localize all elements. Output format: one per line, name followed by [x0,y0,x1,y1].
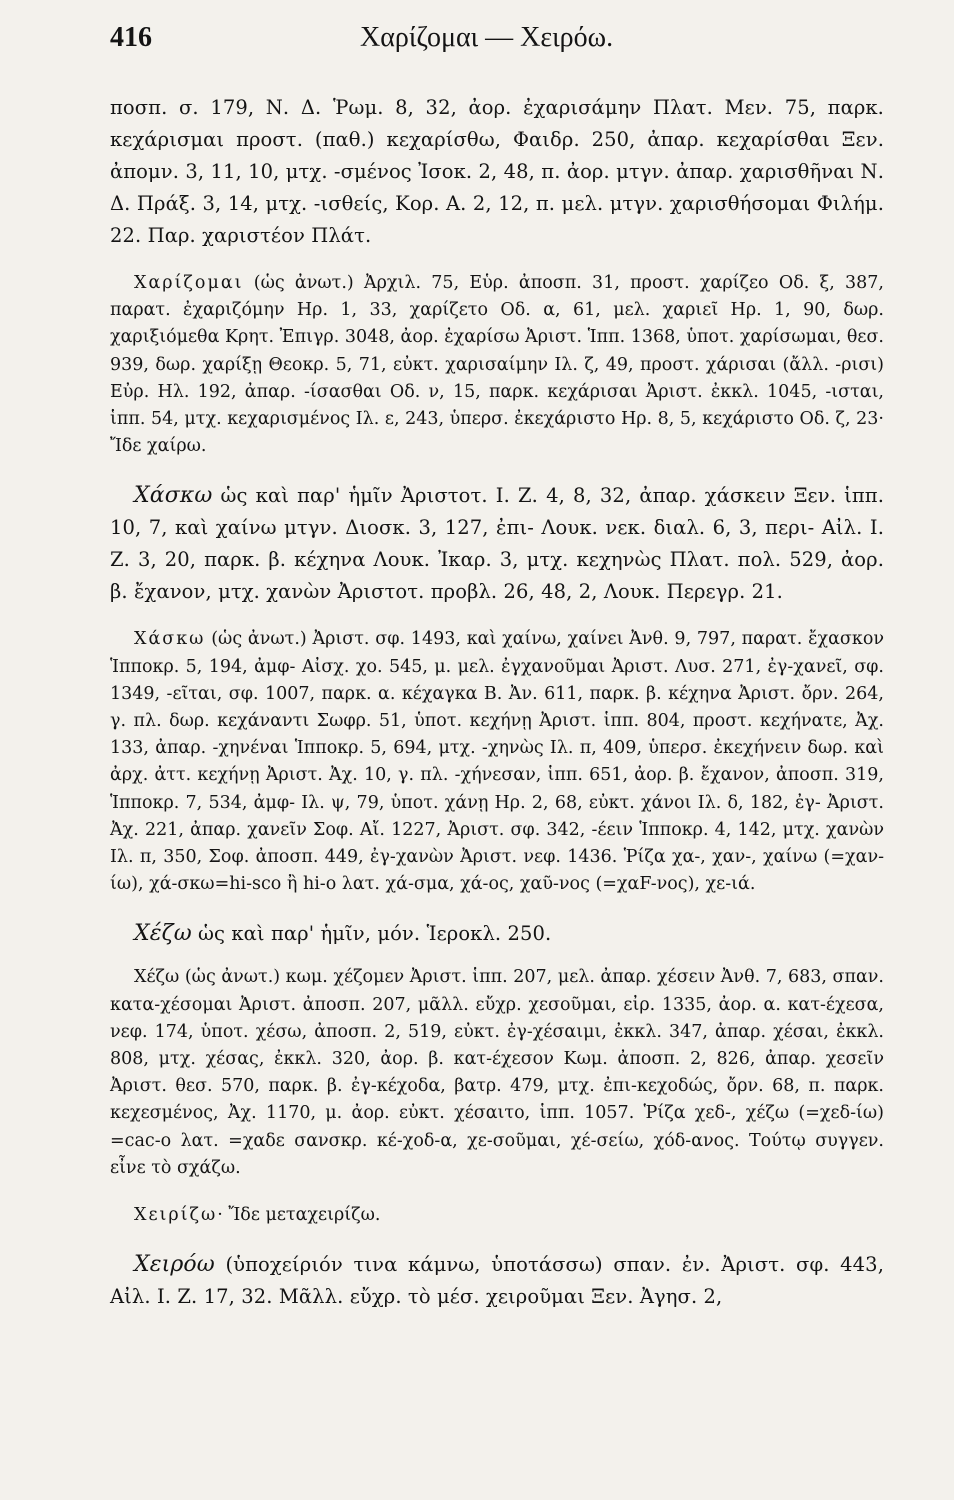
entry-text: ὡς καὶ παρ' ἡμῖν Ἀριστοτ. Ι. Ζ. 4, 8, 32, ἀπαρ. χάσκειν Ξεν. ἱππ. 10, 7, καὶ χαίνω μτγν. Διοσκ. 3, 127, ἐπι- Λουκ. νεκ. διαλ. 6, 3, περι- Αἰλ. Ι. Ζ. 3, 20, παρκ. β. κέχηνα Λουκ. Ἰκαρ. 3, μτχ. κεχηνὼς Πλατ. πολ. 529, ἀορ. β. ἔχανον, μτχ. χανὼν Ἀριστοτ. προβλ. 26, 48, 2, Λουκ. Περεγρ. 21. [110,484,884,604]
entry-text: · Ἴδε μεταχειρίζω. [217,1205,381,1226]
entry-lemma: Χάσκω [134,629,206,650]
entries-body [110,92,884,1313]
page-header [110,22,884,70]
entry-ancient-chezo [110,964,884,1182]
entry-ancient-chasko [110,626,884,898]
entry-text: (ὡς ἀνωτ.) Ἀριστ. σφ. 1493, καὶ χαίνω, χαίνει Ἀνθ. 9, 797, παρατ. ἔχασκον Ἱπποκρ. 5, 194, ἀμφ- Αἰσχ. χο. 545, μ. μελ. ἐγχανοῦμαι Ἀριστ. Λυσ. 271, ἐγ-χανεῖ, σφ. 1349, -εῖται, σφ. 1007, παρκ. α. κέχαγκα Β. Ἀν. 611, παρκ. β. κέχηνα Ἀριστ. ὄρν. 264, γ. πλ. δωρ. κεχάναντι Σωφρ. 51, ὑποτ. κεχήνῃ Ἀριστ. ἱππ. 804, προστ. κεχήνατε, Ἀχ. 133, ἀπαρ. -χηνέναι Ἱπποκρ. 5, 694, μτχ. -χηνὼς Ιλ. π, 409, ὑπερσ. ἐκεχήνειν δωρ. καὶ ἀρχ. ἀττ. κεχήνῃ Ἀριστ. Ἀχ. 10, γ. πλ. -χήνεσαν, ἱππ. 651, ἀορ. β. ἔχανον, ἀποσπ. 319, Ἱπποκρ. 7, 534, ἀμφ- Ιλ. ψ, 79, ὑποτ. χάνῃ Ηρ. 2, 68, εὐκτ. χάνοι Ιλ. δ, 182, ἐγ- Ἀριστ. Ἀχ. 221, ἀπαρ. χανεῖν Σοφ. Αἴ. 1227, Ἀριστ. σφ. 342, -έειν Ἱπποκρ. 4, 142, μτχ. χανὼν Ιλ. π, 350, Σοφ. ἀποσπ. 449, ἐγ-χανὼν Ἀριστ. νεφ. 1436. Ῥίζα χα-, χαν-, χαίνω (=χαν-ίω), χά-σκω=hi-sco ἢ hi-o λατ. χά-σμα, χά-ος, χαῦ-νος (=χαF-νος), χε-ιά. [110,629,884,895]
entry-lemma: Χάσκω [134,483,213,509]
entry-lemma: Χειρόω [134,1252,215,1278]
entry-lemma: Χέζω [134,921,192,947]
page-number: 416 [110,22,152,53]
entry-lemma: Χειρίζω [134,1205,218,1226]
entry-text: ὡς καὶ παρ' ἡμῖν, μόν. Ἱεροκλ. 250. [191,922,552,946]
entry-text: (ὡς ἀνωτ.) Ἀρχιλ. 75, Εὑρ. ἀποσπ. 31, προστ. χαρίζεο Οδ. ξ, 387, παρατ. ἐχαριζόμην Ηρ. 1, 33, χαρίζετο Οδ. α, 61, μελ. χαριεῖ Ηρ. 1, 90, δωρ. χαριξιόμεθα Κρητ. Ἐπιγρ. 3048, ἀορ. ἐχαρίσω Ἀριστ. Ἱππ. 1368, ὑποτ. χαρίσωμαι, θεσ. 939, δωρ. χαρίξῃ Θεοκρ. 5, 71, εὐκτ. χαρισαίμην Ιλ. ζ, 49, προστ. χάρισαι (ἄλλ. -ρισι) Εὐρ. Ηλ. 192, ἀπαρ. -ίσασθαι Οδ. ν, 15, παρκ. κεχάρισαι Ἀριστ. ἐκκλ. 1045, -ισται, ἱππ. 54, μτχ. κεχαρισμένος Ιλ. ε, 243, ὑπερσ. ἐκεχάριστο Ηρ. 8, 5, κεχάριστο Οδ. ζ, 23· Ἴδε χαίρω. [110,273,884,457]
entry-text: (ὡς ἀνωτ.) κωμ. χέζομεν Ἀριστ. ἱππ. 207, μελ. ἀπαρ. χέσειν Ἀνθ. 7, 683, σπαν. κατα-χέσομαι Ἀριστ. ἀποσπ. 207, μᾶλλ. εὔχρ. χεσοῦμαι, εἰρ. 1335, ἀορ. α. κατ-έχεσα, νεφ. 174, ὑποτ. χέσω, ἀποσπ. 2, 519, εὐκτ. ἐγ-χέσαιμι, ἐκκλ. 347, ἀπαρ. χέσαι, ἐκκλ. 808, μτχ. χέσας, ἐκκλ. 320, ἀορ. β. κατ-έχεσον Κωμ. ἀποσπ. 2, 826, ἀπαρ. χεσεῖν Ἀριστ. θεσ. 570, παρκ. β. ἐγ-κέχοδα, βατρ. 479, μτχ. ἐπι-κεχοδώς, ὄρν. 68, π. παρκ. κεχεσμένος, Ἀχ. 1170, μ. ἀορ. εὐκτ. χέσαιτο, ἱππ. 1057. Ῥίζα χεδ-, χέζω (=χεδ-ίω) =cac-o λατ. =χαδε σανσκρ. κέ-χοδ-α, χε-σοῦμαι, χέ-σείω, χόδ-ανος. Τούτῳ συγγεν. εἶνε τὸ σχάζω. [110,967,884,1178]
entry-continuation [110,92,884,252]
entry-lemma: Χαρίζομαι [134,273,244,293]
entry-modern-cheiroo [110,1249,884,1313]
entry-ancient-charizomai [110,270,884,460]
entry-modern-chasko [110,480,884,608]
running-head: Χαρίζομαι — Χειρόω. [360,22,614,53]
entry-lemma: Χέζω [134,967,180,988]
entry-cheirizo [110,1202,884,1229]
entry-text: ποσπ. σ. 179, Ν. Δ. Ῥωμ. 8, 32, ἀορ. ἐχαρισάμην Πλατ. Μεν. 75, παρκ. κεχάρισμαι προστ. (παθ.) κεχαρίσθω, Φαιδρ. 250, ἀπαρ. κεχαρίσθαι Ξεν. ἀπομν. 3, 11, 10, μτχ. -σμένος Ἰσοκ. 2, 48, π. ἀορ. μτγν. ἀπαρ. χαρισθῆναι Ν. Δ. Πράξ. 3, 14, μτχ. -ισθείς, Κορ. Α. 2, 12, π. μελ. μτγν. χαρισθήσομαι Φιλήμ. 22. Παρ. χαριστέον Πλάτ. [110,96,884,247]
entry-modern-chezo [110,918,884,950]
entry-text: (ὑποχείριόν τινα κάμνω, ὑποτάσσω) σπαν. ἐν. Ἀριστ. σφ. 443, Αἰλ. Ι. Ζ. 17, 32. Μᾶλλ. εὔχρ. τὸ μέσ. χειροῦμαι Ξεν. Ἀγησ. 2, [110,1253,884,1309]
